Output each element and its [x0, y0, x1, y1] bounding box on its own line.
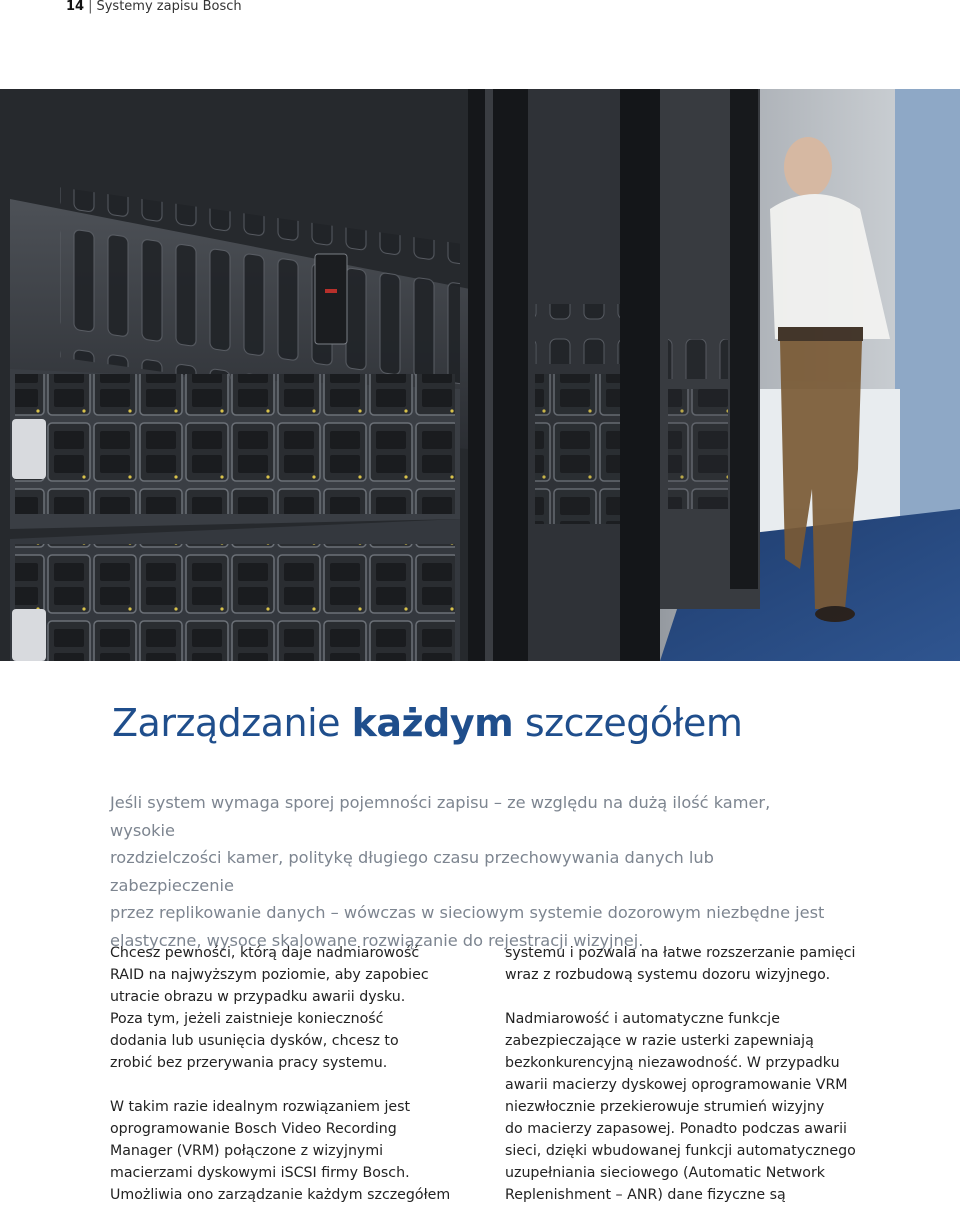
- right-paragraph-2: [505, 1008, 865, 1206]
- text-line: Chcesz pewności, którą daje nadmiarowość: [110, 945, 420, 961]
- text-line: awarii macierzy dyskowej oprogramowanie VRM: [505, 1077, 848, 1093]
- text-line: Umożliwia ono zarządzanie każdym szczegółem: [110, 1187, 451, 1203]
- right-paragraph-1: [505, 942, 865, 986]
- intro-paragraph: [110, 789, 840, 954]
- right-column: [505, 942, 865, 1228]
- text-line: systemu i pozwala na łatwe rozszerzanie pamięci: [505, 945, 856, 961]
- intro-line: elastyczne, wysoce skalowane rozwiązanie do rejestracji wizyjnej.: [110, 930, 644, 950]
- text-line: Replenishment – ANR) dane fizyczne są: [505, 1187, 786, 1203]
- text-line: uzupełniania sieciowego (Automatic Network: [505, 1165, 826, 1181]
- text-line: bezkonkurencyjną niezawodność. W przypadku: [505, 1055, 840, 1071]
- page-number: 14: [66, 0, 85, 14]
- page-header: [66, 0, 242, 14]
- title-part-1: Zarządzanie: [112, 701, 352, 745]
- server-room-photo: [0, 89, 960, 661]
- text-line: do macierzy zapasowej. Ponadto podczas awarii: [505, 1121, 847, 1137]
- text-line: utracie obrazu w przypadku awarii dysku.: [110, 989, 406, 1005]
- left-column: [110, 942, 470, 1228]
- text-line: Poza tym, jeżeli zaistnieje konieczność: [110, 1011, 384, 1027]
- text-line: Nadmiarowość i automatyczne funkcje: [505, 1011, 780, 1027]
- left-paragraph-2: [110, 1096, 470, 1206]
- title-bold: każdym: [351, 701, 514, 745]
- text-line: zabezpieczające w razie usterki zapewniają: [505, 1033, 814, 1049]
- page-title: [112, 700, 742, 746]
- text-line: macierzami dyskowymi iSCSI firmy Bosch.: [110, 1165, 410, 1181]
- text-line: oprogramowanie Bosch Video Recording: [110, 1121, 397, 1137]
- text-line: zrobić bez przerywania pracy systemu.: [110, 1055, 388, 1071]
- section-title: Systemy zapisu Bosch: [96, 0, 242, 14]
- intro-line: Jeśli system wymaga sporej pojemności zapisu – ze względu na dużą ilość kamer, wysokie: [110, 793, 771, 840]
- intro-line: rozdzielczości kamer, politykę długiego czasu przechowywania danych lub zabezpieczenie: [110, 848, 714, 895]
- title-part-2: szczegółem: [513, 701, 743, 745]
- text-line: W takim razie idealnym rozwiązaniem jest: [110, 1099, 411, 1115]
- header-separator: |: [88, 0, 93, 14]
- text-line: Manager (VRM) połączone z wizyjnymi: [110, 1143, 384, 1159]
- text-line: RAID na najwyższym poziomie, aby zapobiec: [110, 967, 429, 983]
- text-line: dodania lub usunięcia dysków, chcesz to: [110, 1033, 399, 1049]
- left-paragraph-1: [110, 942, 470, 1074]
- text-line: niezwłocznie przekierowuje strumień wizyjny: [505, 1099, 825, 1115]
- intro-line: przez replikowanie danych – wówczas w sieciowym systemie dozorowym niezbędne jest: [110, 903, 825, 922]
- text-line: wraz z rozbudową systemu dozoru wizyjnego.: [505, 967, 831, 983]
- text-line: sieci, dzięki wbudowanej funkcji automatycznego: [505, 1143, 856, 1159]
